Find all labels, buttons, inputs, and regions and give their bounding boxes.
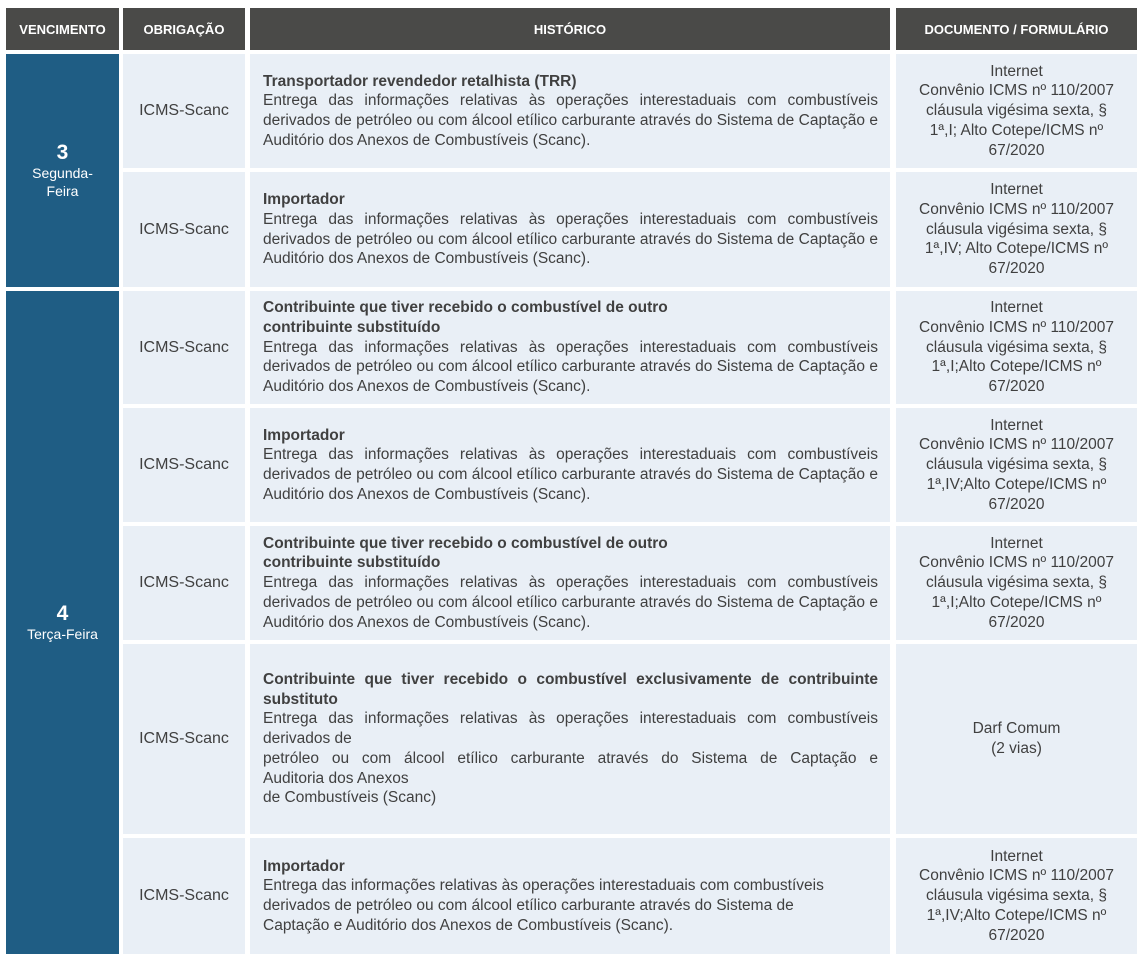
obrigacao-cell: ICMS-Scanc [123, 54, 245, 168]
historico-description-line: petróleo ou com álcool etílico carburante através do Sistema de Captação e [263, 749, 878, 767]
historico-title: Importador [263, 426, 345, 444]
historico-cell [250, 408, 890, 522]
obrigacao-cell: ICMS-Scanc [123, 526, 245, 640]
documento-text: Internet Convênio ICMS nº 110/2007 cláusula vigésima sexta, § 1ª,IV;Alto Cotepe/ICMS nº 67/2020 [919, 416, 1114, 513]
historico-description: Entrega das informações relativas às operações interestaduais com combustíveis derivados de petróleo ou com álcool etílico carburante através do Sistema de Captação e Auditório dos Anexos de Combustíveis (Scanc). [263, 877, 824, 934]
documento-text: Internet Convênio ICMS nº 110/2007 cláusula vigésima sexta, § 1ª,I; Alto Cotepe/ICMS nº 67/2020 [919, 62, 1114, 159]
header-obrigacao: OBRIGAÇÃO [123, 8, 245, 50]
historico-title: Contribuinte que tiver recebido o combustível de outro contribuinte substituído [263, 299, 668, 336]
day-weekday: Segunda- Feira [32, 165, 93, 200]
historico-title: Importador [263, 191, 345, 209]
historico-cell [250, 644, 890, 834]
historico-cell [250, 291, 890, 404]
documento-cell [896, 291, 1137, 404]
historico-cell [250, 838, 890, 954]
documento-text: Darf Comum (2 vias) [972, 720, 1061, 757]
documento-cell [896, 408, 1137, 522]
documento-cell [896, 54, 1137, 168]
obrigacao-cell: ICMS-Scanc [123, 172, 245, 287]
historico-description-line: Entrega das informações relativas às operações interestaduais com combustíveis [263, 710, 878, 728]
header-vencimento: VENCIMENTO [6, 8, 119, 50]
historico-description: Entrega das informações relativas às operações interestaduais com combustíveis derivados de petróleo ou com álcool etílico carburante através do Sistema de Captação e Auditório dos Anexos de Combustíveis (Scanc). [263, 210, 878, 268]
historico-description-line: de Combustíveis (Scanc) [263, 789, 437, 807]
documento-text: Internet Convênio ICMS nº 110/2007 cláusula vigésima sexta, § 1ª,IV;Alto Cotepe/ICMS nº 67/2020 [919, 847, 1114, 944]
documento-cell [896, 526, 1137, 640]
header-historico: HISTÓRICO [250, 8, 890, 50]
historico-cell [250, 54, 890, 168]
documento-cell [896, 644, 1137, 834]
documento-text: Internet Convênio ICMS nº 110/2007 cláusula vigésima sexta, § 1ª,IV; Alto Cotepe/ICMS nº 67/2020 [919, 181, 1114, 278]
header-documento: DOCUMENTO / FORMULÁRIO [896, 8, 1137, 50]
documento-text: Internet Convênio ICMS nº 110/2007 cláusula vigésima sexta, § 1ª,I;Alto Cotepe/ICMS nº 67/2020 [919, 534, 1114, 631]
historico-title: Contribuinte que tiver recebido o combustível de outro contribuinte substituído [263, 534, 668, 572]
historico-cell [250, 172, 890, 287]
historico-description: Entrega das informações relativas às operações interestaduais com combustíveis derivados de petróleo ou com álcool etílico carburante através do Sistema de Captação e Auditório dos Anexos de Combustíveis (Scanc). [263, 574, 878, 631]
historico-description: Entrega das informações relativas às operações interestaduais com combustíveis derivados de petróleo ou com álcool etílico carburante através do Sistema de Captação e Auditório dos Anexos de Combustíveis (Scanc). [263, 446, 878, 503]
historico-cell [250, 526, 890, 640]
historico-description-line: derivados de [263, 730, 352, 748]
obrigacao-cell: ICMS-Scanc [123, 291, 245, 404]
day-weekday: Terça-Feira [27, 626, 98, 643]
day-number: 4 [56, 601, 69, 625]
day-cell-3 [6, 54, 119, 287]
obrigacao-cell: ICMS-Scanc [123, 408, 245, 522]
obrigacao-cell: ICMS-Scanc [123, 838, 245, 954]
historico-description: Entrega das informações relativas às operações interestaduais com combustíveis derivados de petróleo ou com álcool etílico carburante através do Sistema de Captação e Auditório dos Anexos de Combustíveis (Scanc). [263, 338, 878, 396]
historico-description-line: Auditoria dos Anexos [263, 769, 409, 787]
documento-cell [896, 838, 1137, 954]
obrigacao-cell: ICMS-Scanc [123, 644, 245, 834]
historico-description: Entrega das informações relativas às operações interestaduais com combustíveis derivados de petróleo ou com álcool etílico carburante através do Sistema de Captação e Auditório dos Anexos de Combustíveis (Scanc). [263, 92, 878, 149]
historico-title: Importador [263, 857, 345, 875]
historico-title: Contribuinte que tiver recebido o combustível exclusivamente de contribuinte substituto [263, 671, 878, 708]
day-number: 3 [56, 140, 69, 164]
documento-cell [896, 172, 1137, 287]
historico-title: Transportador revendedor retalhista (TRR) [263, 72, 577, 90]
documento-text: Internet Convênio ICMS nº 110/2007 cláusula vigésima sexta, § 1ª,I;Alto Cotepe/ICMS nº 67/2020 [919, 299, 1114, 396]
day-cell-4 [6, 291, 119, 954]
